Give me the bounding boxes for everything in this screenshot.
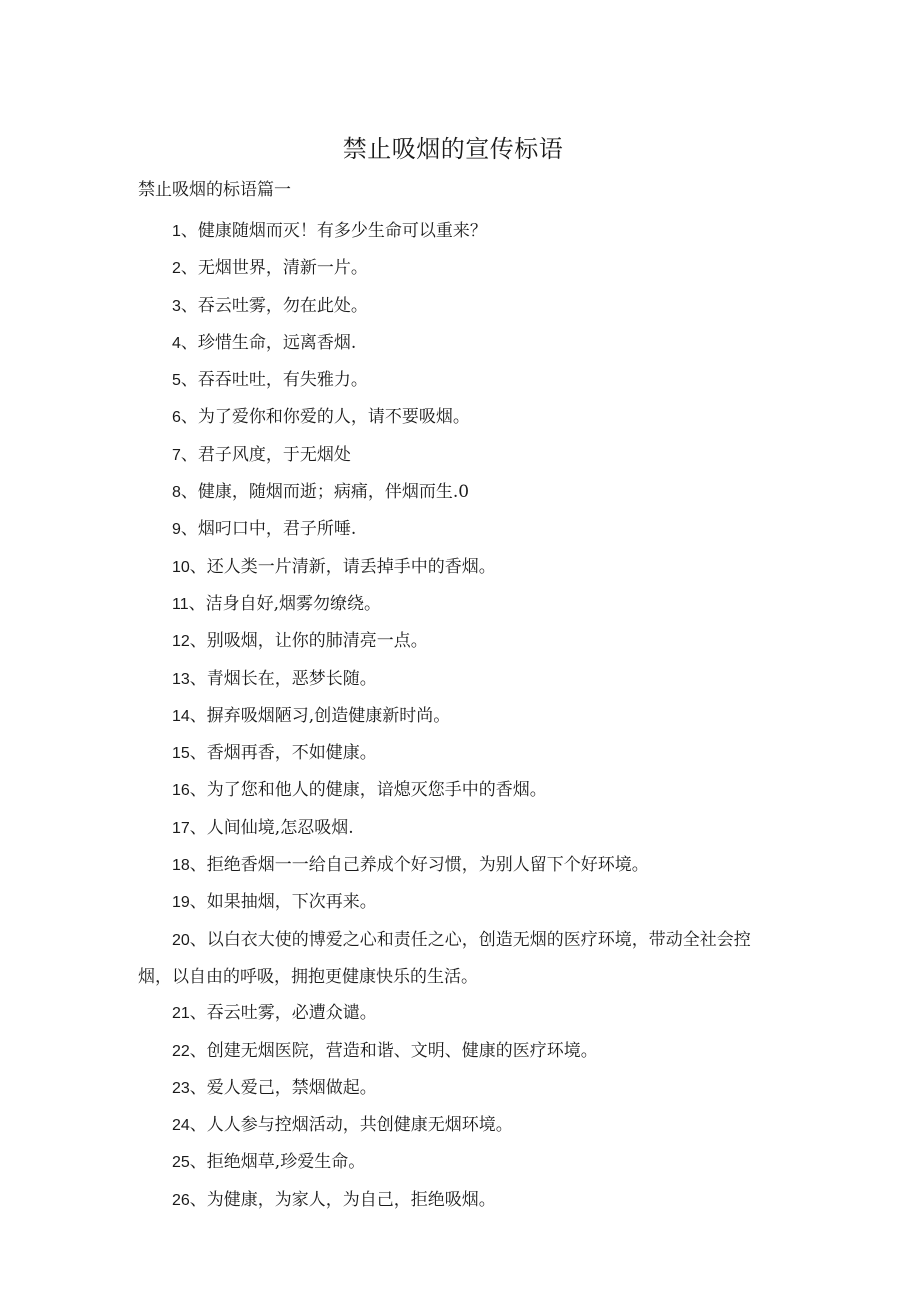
list-item xyxy=(138,623,778,660)
list-item xyxy=(138,213,778,250)
item-text: 、青烟长在，恶梦长随。 xyxy=(189,668,377,689)
item-number: 20 xyxy=(172,931,190,949)
item-number: 5 xyxy=(172,372,181,390)
item-text: 、为健康，为家人，为自己，拒绝吸烟。 xyxy=(189,1189,496,1210)
item-text: 、为了爱你和你爱的人，请不要吸烟。 xyxy=(180,407,470,428)
item-text: 、还人类一片清新，请丢掉手中的香烟。 xyxy=(189,556,496,577)
item-text: 、如果抽烟，下次再来。 xyxy=(189,892,377,913)
item-text: 、健康，随烟而逝；病痛，伴烟而生.0 xyxy=(180,482,470,503)
list-item xyxy=(138,995,778,1032)
list-item xyxy=(138,511,778,548)
item-text: 、人间仙境,怎忍吸烟. xyxy=(189,817,354,838)
item-number: 11 xyxy=(172,595,189,613)
list-item xyxy=(138,1107,778,1144)
list-item xyxy=(138,549,778,586)
list-item xyxy=(138,735,778,772)
item-number: 24 xyxy=(172,1117,190,1135)
item-text: 、拒绝烟草,珍爱生命。 xyxy=(189,1152,366,1173)
list-item xyxy=(138,698,778,735)
item-number: 9 xyxy=(172,521,181,539)
item-text: 、以白衣大使的博爱之心和责任之心，创造无烟的医疗环境，带动全社会控烟，以自由的呼吸，拥抱更健康快乐的生活。 xyxy=(138,929,751,987)
item-number: 1 xyxy=(172,223,181,240)
item-number: 3 xyxy=(172,297,181,315)
list-item xyxy=(138,474,778,511)
item-text: 、拒绝香烟一一给自己养成个好习惯，为别人留下个好环境。 xyxy=(189,855,649,876)
item-text: 、摒弃吸烟陋习,创造健康新时尚。 xyxy=(189,705,451,726)
item-number: 21 xyxy=(172,1005,190,1023)
item-number: 15 xyxy=(172,745,190,763)
list-item xyxy=(138,772,778,809)
item-number: 6 xyxy=(172,409,181,427)
item-number: 25 xyxy=(172,1154,190,1172)
list-item xyxy=(138,922,778,996)
item-number: 2 xyxy=(172,260,181,278)
list-item xyxy=(138,1144,778,1181)
document-title: 禁止吸烟的宣传标语 xyxy=(342,135,564,163)
list-item xyxy=(138,884,778,921)
item-text: 、吞云吐雾，必遭众谴。 xyxy=(189,1003,377,1024)
list-item xyxy=(138,1033,778,1070)
item-number: 22 xyxy=(172,1042,190,1060)
section-heading: 禁止吸烟的标语篇一 xyxy=(138,180,291,200)
item-text: 、香烟再香，不如健康。 xyxy=(189,743,377,764)
item-text: 、洁身自好,烟雾勿缭绕。 xyxy=(188,593,382,614)
item-text: 、健康随烟而灭！有多少生命可以重来？ xyxy=(180,221,487,241)
item-number: 12 xyxy=(172,633,190,651)
list-item xyxy=(138,250,778,287)
item-number: 10 xyxy=(172,558,190,576)
list-item xyxy=(138,362,778,399)
list-item xyxy=(138,437,778,474)
item-number: 14 xyxy=(172,707,190,725)
item-number: 8 xyxy=(172,484,181,502)
list-item xyxy=(138,810,778,847)
list-item xyxy=(138,661,778,698)
item-number: 18 xyxy=(172,857,190,875)
item-number: 7 xyxy=(172,446,181,464)
item-number: 16 xyxy=(172,782,190,800)
item-text: 、珍惜生命，远离香烟. xyxy=(180,332,357,353)
item-number: 23 xyxy=(172,1079,190,1097)
item-text: 、别吸烟，让你的肺清亮一点。 xyxy=(189,631,428,652)
list-item xyxy=(138,288,778,325)
item-text: 、无烟世界，清新一片。 xyxy=(180,258,368,279)
list-item xyxy=(138,586,778,623)
item-text: 、吞云吐雾，勿在此处。 xyxy=(180,295,368,316)
item-text: 、爱人爱己，禁烟做起。 xyxy=(189,1077,377,1098)
item-text: 、为了您和他人的健康，谙熄灭您手中的香烟。 xyxy=(189,780,547,801)
item-number: 13 xyxy=(172,670,190,688)
item-text: 、吞吞吐吐，有失雅力。 xyxy=(180,370,368,391)
item-number: 26 xyxy=(172,1191,190,1209)
list-item xyxy=(138,325,778,362)
item-number: 17 xyxy=(172,819,190,837)
slogan-list xyxy=(138,213,778,1219)
list-item xyxy=(138,1182,778,1219)
item-number: 4 xyxy=(172,334,181,352)
item-text: 、创建无烟医院，营造和谐、文明、健康的医疗环境。 xyxy=(189,1040,598,1061)
item-text: 、烟叼口中，君子所唾. xyxy=(180,519,357,540)
list-item xyxy=(138,847,778,884)
item-text: 、人人参与控烟活动，共创健康无烟环境。 xyxy=(189,1115,513,1136)
list-item xyxy=(138,1070,778,1107)
item-text: 、君子风度，于无烟处 xyxy=(180,444,351,465)
list-item xyxy=(138,399,778,436)
item-number: 19 xyxy=(172,894,190,912)
